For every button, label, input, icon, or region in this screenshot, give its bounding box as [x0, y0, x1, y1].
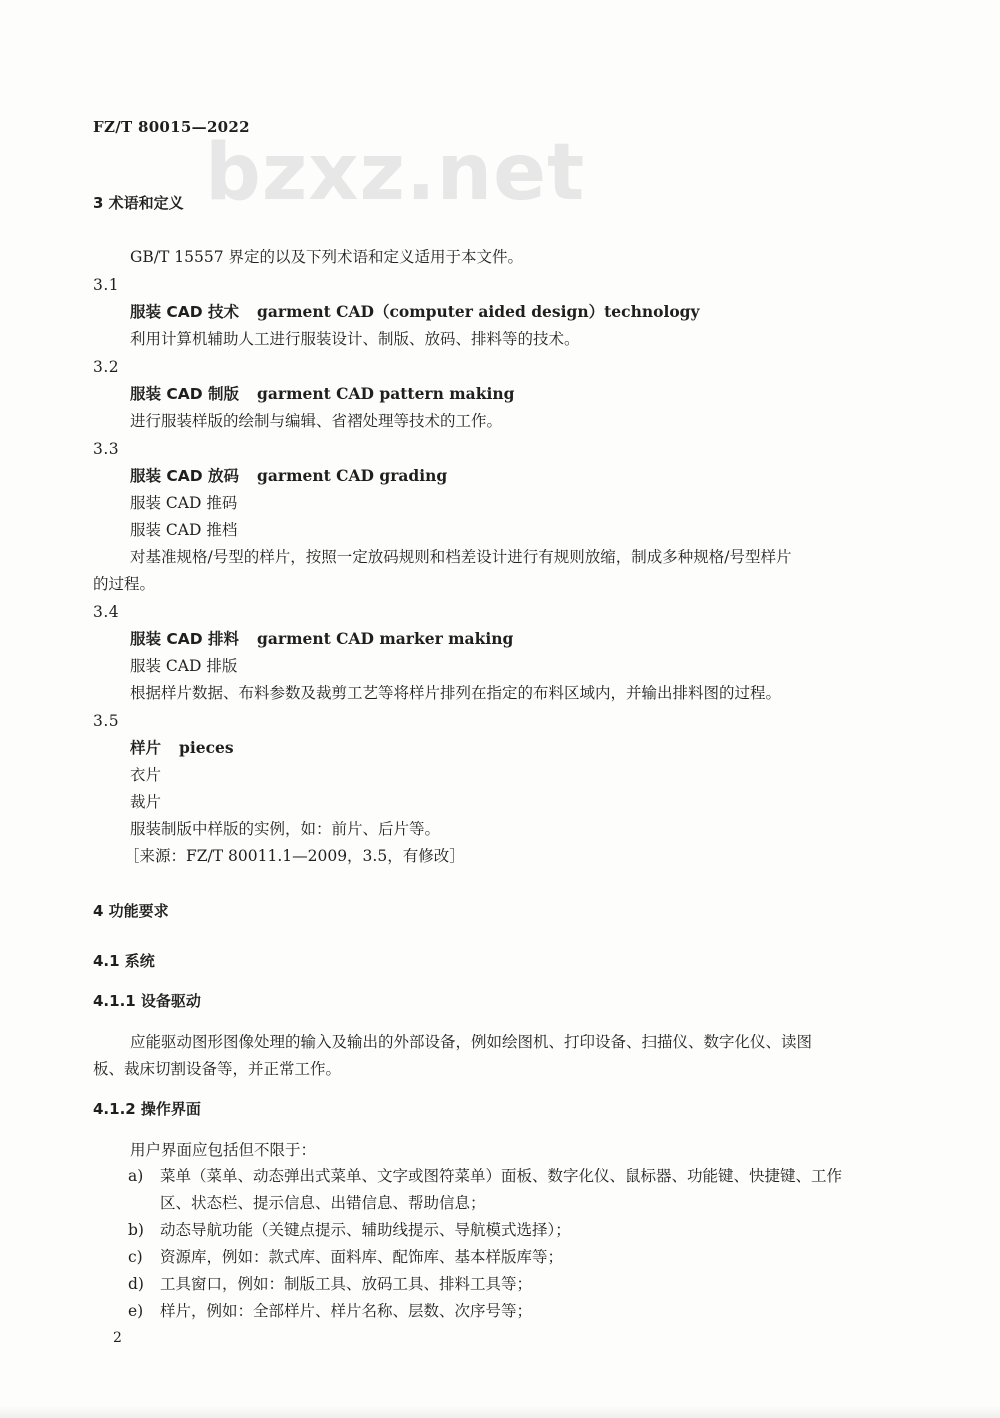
section-4-1-1-heading: 4.1.1 设备驱动 [93, 992, 201, 1010]
term-3-3-en: garment CAD grading [257, 466, 448, 485]
section-3-intro: GB/T 15557 界定的以及下列术语和定义适用于本文件。 [130, 248, 523, 266]
term-3-4-en: garment CAD marker making [257, 629, 514, 648]
term-3-3-synonym-1: 服装 CAD 推码 [130, 494, 238, 512]
term-3-1-definition: 利用计算机辅助人工进行服装设计、制版、放码、排料等的技术。 [130, 330, 580, 348]
list-item-text: 动态导航功能（关键点提示、辅助线提示、导航模式选择）； [160, 1221, 571, 1239]
term-3-3-number: 3.3 [93, 440, 120, 458]
section-3-heading: 3 术语和定义 [93, 194, 184, 212]
list-item-label: b) [128, 1221, 144, 1239]
term-3-3-synonym-2: 服装 CAD 推档 [130, 521, 238, 539]
list-item-continuation: 区、状态栏、提示信息、出错信息、帮助信息； [160, 1194, 486, 1212]
term-3-4-cn: 服装 CAD 排料 [130, 630, 240, 648]
list-item-label: c) [128, 1248, 143, 1266]
term-3-5-en: pieces [179, 738, 234, 757]
list-item-label: d) [128, 1275, 144, 1293]
term-3-5-source: ［来源：FZ/T 80011.1—2009，3.5，有修改］ [124, 847, 465, 865]
list-item-text: 菜单（菜单、动态弹出式菜单、文字或图符菜单）面板、数字化仪、鼠标器、功能键、快捷键、工作 [160, 1167, 843, 1185]
term-3-4-number: 3.4 [93, 603, 120, 621]
list-item [128, 1219, 571, 1241]
term-3-3-title [130, 465, 447, 487]
page-number: 2 [113, 1330, 122, 1346]
section-4-1-2-heading: 4.1.2 操作界面 [93, 1100, 201, 1118]
standard-code: FZ/T 80015—2022 [93, 118, 250, 136]
section-4-1-1-text-line-2: 板、裁床切割设备等，并正常工作。 [93, 1060, 342, 1078]
page-bottom-edge [0, 1406, 1000, 1418]
term-3-1-title [130, 301, 700, 323]
term-3-5-synonym-1: 衣片 [130, 766, 162, 784]
watermark: bzxz.net [205, 128, 586, 218]
term-3-4-definition: 根据样片数据、布料参数及裁剪工艺等将样片排列在指定的布料区域内，并输出排料图的过程。 [130, 684, 782, 702]
list-item-label: a) [128, 1167, 144, 1185]
list-item [128, 1273, 532, 1295]
term-3-3-definition-line-1: 对基准规格/号型的样片，按照一定放码规则和档差设计进行有规则放缩，制成多种规格/号型样片 [130, 548, 792, 566]
section-4-1-2-intro: 用户界面应包括但不限于： [130, 1141, 317, 1159]
section-4-1-heading: 4.1 系统 [93, 952, 155, 970]
term-3-2-number: 3.2 [93, 358, 120, 376]
term-3-1-number: 3.1 [93, 276, 120, 294]
term-3-5-number: 3.5 [93, 712, 120, 730]
term-3-2-en: garment CAD pattern making [257, 384, 515, 403]
list-item-text: 样片，例如：全部样片、样片名称、层数、次序号等； [160, 1302, 533, 1320]
term-3-4-title [130, 628, 513, 650]
term-3-5-definition: 服装制版中样版的实例，如：前片、后片等。 [130, 820, 441, 838]
term-3-1-en: garment CAD（computer aided design）technology [257, 302, 700, 321]
section-4-1-1-text-line-1: 应能驱动图形图像处理的输入及输出的外部设备，例如绘图机、打印设备、扫描仪、数字化仪、读图 [130, 1033, 813, 1051]
term-3-3-cn: 服装 CAD 放码 [130, 467, 240, 485]
list-item [128, 1300, 532, 1322]
list-item [128, 1165, 842, 1187]
term-3-2-definition: 进行服装样版的绘制与编辑、省褶处理等技术的工作。 [130, 412, 503, 430]
term-3-5-title [130, 737, 234, 759]
list-item [128, 1246, 563, 1268]
list-item-text: 工具窗口，例如：制版工具、放码工具、排料工具等； [160, 1275, 533, 1293]
term-3-5-cn: 样片 [130, 739, 162, 757]
list-item-text: 资源库，例如：款式库、面料库、配饰库、基本样版库等； [160, 1248, 564, 1266]
section-4-heading: 4 功能要求 [93, 902, 169, 920]
term-3-4-synonym-1: 服装 CAD 排版 [130, 657, 238, 675]
list-item-label: e) [128, 1302, 144, 1320]
term-3-2-cn: 服装 CAD 制版 [130, 385, 240, 403]
term-3-3-definition-line-2: 的过程。 [93, 575, 156, 593]
term-3-2-title [130, 383, 514, 405]
term-3-1-cn: 服装 CAD 技术 [130, 303, 240, 321]
term-3-5-synonym-2: 裁片 [130, 793, 162, 811]
